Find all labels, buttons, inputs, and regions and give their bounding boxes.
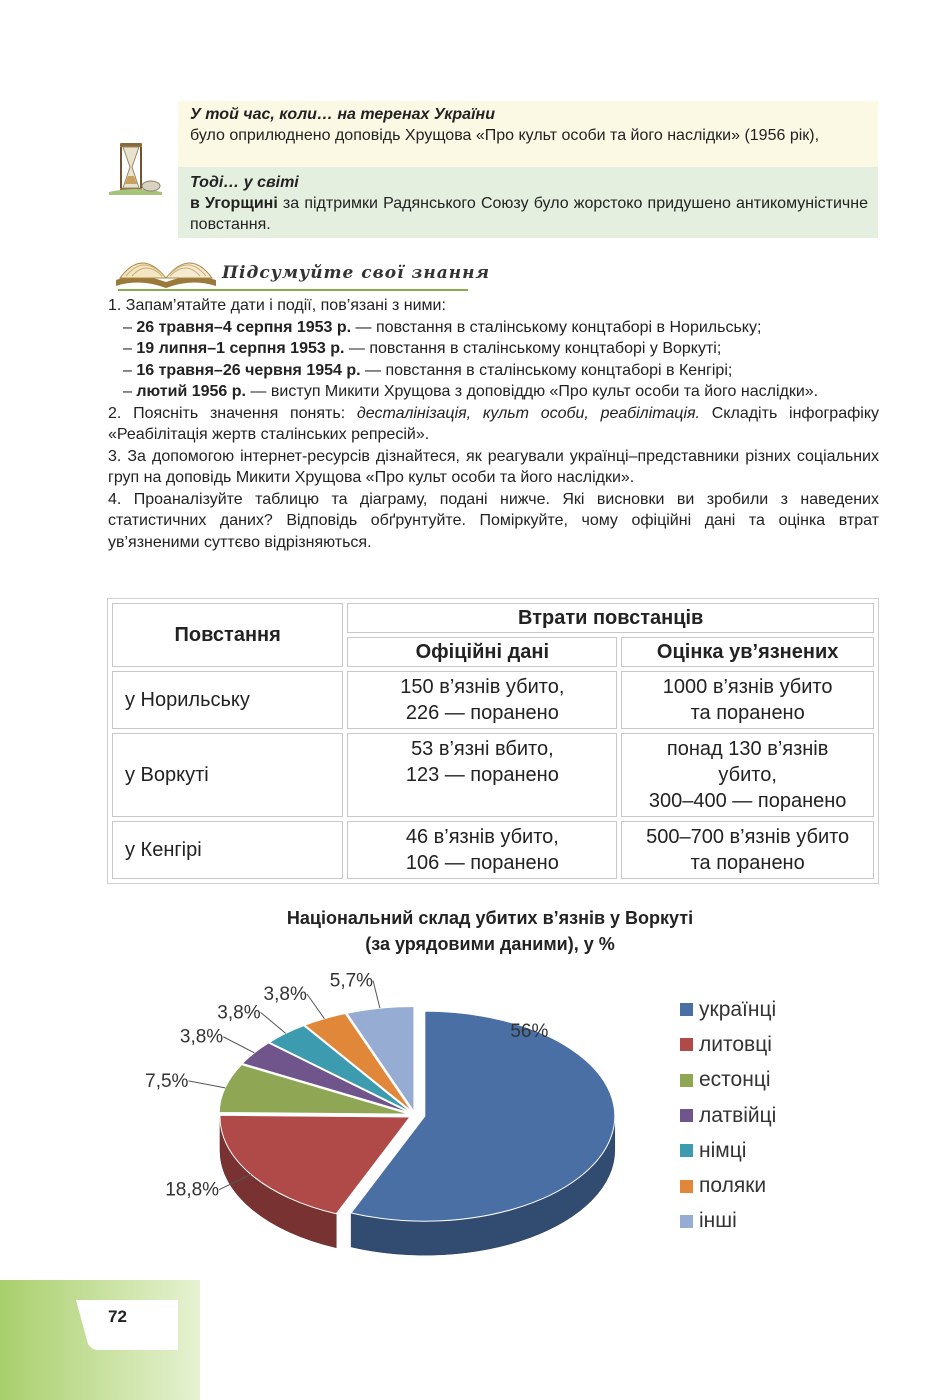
legend-item — [680, 1063, 776, 1098]
q1-item-date: 26 травня–4 серпня 1953 р. — [136, 318, 352, 336]
context-ukraine-heading: У той час, коли… на теренах України — [190, 106, 495, 123]
legend-item — [680, 992, 776, 1027]
q1-item-text: — виступ Микити Хрущова з доповіддю «Про культ особи та його наслідки». — [245, 383, 819, 400]
legend-swatch — [680, 1180, 693, 1193]
pie-chart — [145, 970, 670, 1275]
pie-leader-line — [373, 981, 380, 1009]
summary-underline — [118, 289, 468, 291]
pie-data-label: 7,5% — [145, 1070, 189, 1092]
pie-leader-line — [261, 1012, 286, 1033]
pie-data-label: 5,7% — [329, 970, 374, 992]
legend-swatch — [680, 1215, 693, 1228]
context-world-text — [190, 193, 868, 235]
q1-item: – лютий 1956 р. — виступ Микити Хрущова з доповіддю «Про культ особи та його наслідки». — [123, 383, 819, 400]
question-1: 1. Запам’ятайте дати і події, пов’язані з ними: — [108, 297, 446, 314]
cell-estimate: 500–700 в’язнів убито та поранено — [621, 821, 874, 879]
cell-estimate: 1000 в’язнів убито та поранено — [621, 671, 874, 729]
page-corner-band — [0, 1280, 200, 1400]
q1-item: – 19 липня–1 серпня 1953 р. — повстання в сталінському концтаборі у Воркуті; — [123, 340, 722, 357]
legend-item — [680, 1098, 776, 1133]
question-2 — [108, 403, 879, 446]
cell-place: у Кенгірі — [112, 821, 343, 879]
q1-item: – 16 травня–26 червня 1954 р. — повстання в сталінському концтаборі в Кенгірі; — [123, 361, 733, 379]
chart-legend — [680, 992, 776, 1239]
context-world-rest: за підтримки Радянського Союзу було жорстоко придушено антикомуністичне повстання. — [190, 195, 868, 233]
pie-data-label: 3,8% — [217, 1002, 261, 1024]
q2-end: Складіть інфографіку «Реабілітація жертв сталінських репресій». — [108, 404, 880, 443]
legend-label: поляки — [699, 1174, 767, 1198]
chart-subtitle: (за урядовими даними), у % — [365, 934, 615, 954]
table-row — [112, 821, 874, 879]
context-world-heading: Тоді… у світі — [190, 174, 299, 191]
legend-swatch — [680, 1038, 693, 1051]
context-world-bold: в Угорщині — [190, 195, 278, 212]
cell-official: 53 в’язні вбито, 123 — поранено — [347, 733, 617, 817]
legend-label: латвійці — [699, 1103, 777, 1127]
question-3: 3. За допомогою інтернет-ресурсів дізнайтеся, як реагували українці–представники різних соціальних груп на доповідь Микити Хрущова «Про культ особи та його наслідки». — [108, 447, 879, 486]
q1-item: – 26 травня–4 серпня 1953 р. — повстання в сталінському концтаборі в Норильську; — [123, 318, 762, 336]
legend-swatch — [680, 1003, 693, 1016]
q1-item-text: — повстання в сталінському концтаборі в Норильську; — [351, 318, 762, 336]
cell-place: у Воркуті — [112, 733, 343, 817]
questions-block — [108, 295, 879, 553]
pie-leader-line — [188, 1081, 225, 1088]
question-4: 4. Проаналізуйте таблицю та діаграму, подані нижче. Які висновки ви зробили з наведених статистичних даних? Відповідь обґрунтуйте. Поміркуйте, чому офіційні дані та оцінка втрат ув’язненими суттєво відрізняються. — [108, 490, 879, 551]
legend-label: інші — [699, 1209, 737, 1233]
legend-item — [680, 1168, 776, 1203]
q1-item-text: — повстання в сталінському концтаборі у Воркуті; — [344, 340, 722, 357]
q1-item-date: лютий 1956 р. — [136, 383, 246, 400]
context-ukraine-panel — [178, 101, 878, 167]
legend-label: литовці — [699, 1032, 772, 1056]
cell-estimate: понад 130 в’язнів убито, 300–400 — поранено — [621, 733, 874, 817]
table-row — [112, 733, 874, 817]
chart-title-block — [180, 905, 800, 957]
pie-leader-line — [307, 994, 325, 1019]
legend-swatch — [680, 1144, 693, 1157]
header-estimate: Оцінка ув’язнених — [621, 637, 874, 667]
q1-item-date: 16 травня–26 червня 1954 р. — [136, 361, 361, 379]
q1-item-text: — повстання в сталінському концтаборі в Кенгірі; — [360, 361, 733, 379]
legend-item — [680, 1204, 776, 1239]
legend-label: естонці — [699, 1068, 771, 1092]
page-number: 72 — [108, 1307, 127, 1326]
uprisings-table — [107, 598, 879, 884]
open-book-icon — [112, 238, 220, 290]
cell-official: 150 в’язнів убито, 226 — поранено — [347, 671, 617, 729]
q2-start: 2. Поясніть значення понять: — [108, 404, 357, 422]
context-ukraine-text: було оприлюднено доповідь Хрущова «Про культ особи та його наслідки» (1956 рік), — [190, 127, 820, 144]
legend-swatch — [680, 1109, 693, 1122]
legend-label: українці — [699, 997, 777, 1021]
pie-data-label: 56% — [510, 1021, 549, 1043]
q1-item-date: 19 липня–1 серпня 1953 р. — [136, 340, 345, 357]
cell-place: у Норильську — [112, 671, 343, 729]
header-losses: Втрати повстанців — [347, 603, 874, 633]
header-uprising: Повстання — [112, 603, 343, 667]
legend-label: німці — [699, 1138, 747, 1162]
cell-official: 46 в’язнів убито, 106 — поранено — [347, 821, 617, 879]
pie-leader-line — [223, 1037, 254, 1053]
hourglass-icon — [104, 140, 166, 196]
context-world-panel — [178, 167, 878, 238]
legend-item — [680, 1133, 776, 1168]
q2-terms: десталінізація, культ особи, реабілітація. — [356, 404, 701, 422]
table-row — [112, 671, 874, 729]
legend-swatch — [680, 1074, 693, 1087]
summary-heading: Підсумуйте свої знання — [222, 263, 491, 283]
legend-item — [680, 1027, 776, 1062]
chart-title: Національний склад убитих в’язнів у Воркуті — [286, 908, 694, 928]
pie-data-label: 3,8% — [179, 1026, 224, 1048]
pie-data-label: 18,8% — [165, 1179, 220, 1201]
header-official: Офіційні дані — [347, 637, 617, 667]
pie-data-label: 3,8% — [263, 983, 307, 1005]
